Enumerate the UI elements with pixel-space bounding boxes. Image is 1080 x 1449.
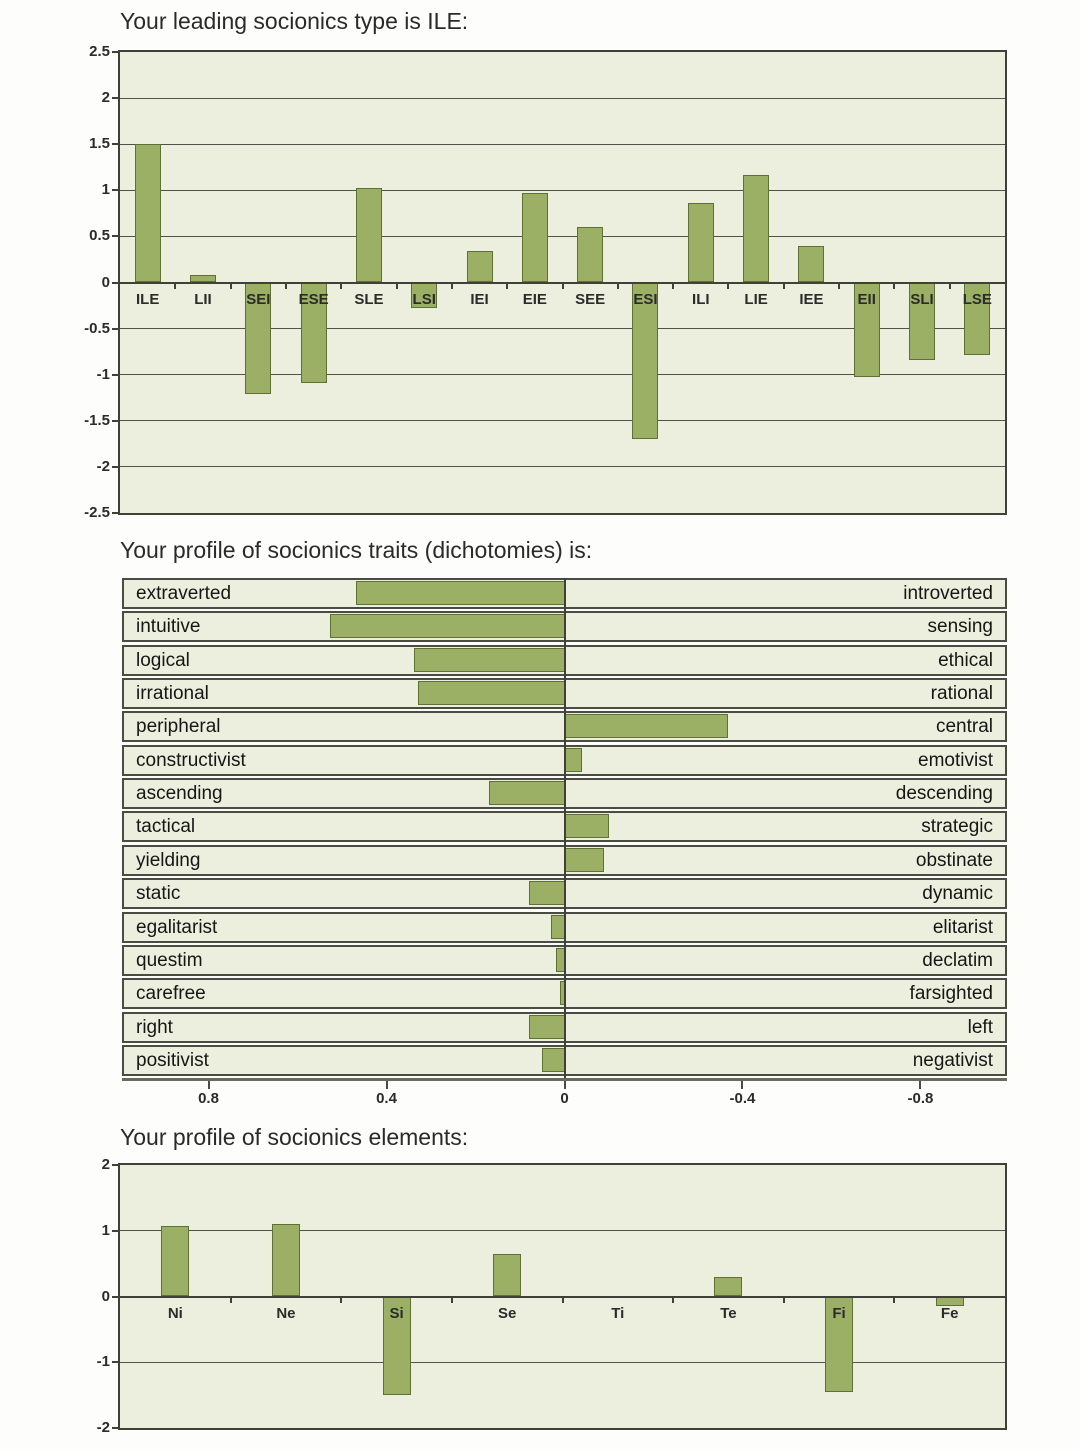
category-label-sli: SLI xyxy=(910,290,934,308)
category-label-fi: Fi xyxy=(832,1304,846,1322)
category-label-te: Te xyxy=(720,1304,737,1322)
grid-line xyxy=(120,466,1005,467)
y-axis-tick xyxy=(112,466,119,468)
category-tick xyxy=(893,283,895,289)
category-tick xyxy=(783,1297,785,1303)
grid-line xyxy=(120,420,1005,421)
grid-line xyxy=(120,236,1005,237)
trait-label-elitarist: elitarist xyxy=(932,917,993,938)
category-label-ese: ESE xyxy=(298,290,329,308)
category-tick xyxy=(617,283,619,289)
y-axis-tick xyxy=(112,1361,119,1363)
trait-bar-positivist xyxy=(542,1048,564,1072)
category-tick xyxy=(451,283,453,289)
elements-chart-title: Your profile of socionics elements: xyxy=(120,1124,469,1150)
bar-iei xyxy=(467,251,493,282)
trait-bar-right xyxy=(529,1015,564,1039)
y-axis-tick xyxy=(112,1427,119,1429)
grid-line xyxy=(120,98,1005,99)
y-axis-tick xyxy=(112,189,119,191)
category-label-iee: IEE xyxy=(799,290,824,308)
category-tick xyxy=(396,283,398,289)
x-axis-label: 0.8 xyxy=(198,1090,219,1107)
x-axis-tick xyxy=(564,1081,566,1089)
category-tick xyxy=(340,1297,342,1303)
dichotomies-chart-plot xyxy=(122,578,1007,1108)
dichotomies-chart-title: Your profile of socionics traits (dichotomies) is: xyxy=(120,537,593,563)
y-axis-label: 1 xyxy=(101,181,110,199)
y-axis-label: -1 xyxy=(96,365,110,383)
category-tick xyxy=(893,1297,895,1303)
category-label-fe: Fe xyxy=(940,1304,959,1322)
category-tick xyxy=(783,283,785,289)
trait-label-declatim: declatim xyxy=(922,950,993,971)
trait-label-negativist: negativist xyxy=(912,1050,993,1071)
y-axis-label: 2 xyxy=(101,89,110,107)
trait-bar-irrational xyxy=(418,681,564,705)
y-axis-tick xyxy=(112,328,119,330)
category-label-lsi: LSI xyxy=(412,290,436,308)
category-label-iei: IEI xyxy=(470,290,489,308)
category-label-lie: LIE xyxy=(744,290,768,308)
trait-label-positivist: positivist xyxy=(136,1050,209,1071)
type-chart-title: Your leading socionics type is ILE: xyxy=(120,8,469,34)
x-axis-tick xyxy=(386,1081,388,1089)
category-tick xyxy=(174,283,176,289)
trait-label-strategic: strategic xyxy=(921,816,993,837)
trait-bar-ascending xyxy=(489,781,564,805)
elements-chart-plot xyxy=(96,1156,1007,1436)
y-axis-tick xyxy=(112,1164,119,1166)
x-axis-label: 0 xyxy=(560,1090,569,1107)
trait-bar-static xyxy=(529,881,564,905)
y-axis-label: -1 xyxy=(96,1353,110,1371)
trait-label-questim: questim xyxy=(136,950,203,971)
y-axis-label: -2.5 xyxy=(84,504,110,521)
y-axis-label: 0 xyxy=(101,1287,110,1305)
center-axis-line xyxy=(564,578,566,1078)
category-tick xyxy=(672,1297,674,1303)
bar-see xyxy=(577,227,603,282)
category-label-sei: SEI xyxy=(246,290,271,308)
x-axis-tick xyxy=(919,1081,921,1089)
x-axis-label: -0.4 xyxy=(729,1090,756,1107)
y-axis-tick xyxy=(112,420,119,422)
trait-label-peripheral: peripheral xyxy=(136,716,221,737)
trait-label-constructivist: constructivist xyxy=(136,750,246,771)
category-tick xyxy=(451,1297,453,1303)
trait-label-carefree: carefree xyxy=(136,983,206,1004)
y-axis-tick xyxy=(112,374,119,376)
y-axis-label: 0.5 xyxy=(89,227,110,245)
trait-label-static: static xyxy=(136,883,181,904)
category-label-lii: LII xyxy=(194,290,212,308)
category-label-ni: Ni xyxy=(167,1304,183,1322)
trait-label-obstinate: obstinate xyxy=(915,850,993,871)
x-axis-label: -0.8 xyxy=(907,1090,934,1107)
trait-label-left: left xyxy=(967,1017,993,1038)
x-axis-label: 0.4 xyxy=(376,1090,397,1107)
category-label-se: Se xyxy=(498,1304,517,1322)
y-axis-label: 1 xyxy=(101,1221,110,1239)
category-label-ne: Ne xyxy=(276,1304,296,1322)
bar-ne xyxy=(272,1224,300,1296)
trait-label-rational: rational xyxy=(930,683,993,704)
trait-label-central: central xyxy=(935,716,993,737)
trait-label-ascending: ascending xyxy=(136,783,223,804)
trait-label-emotivist: emotivist xyxy=(918,750,993,771)
category-label-ti: Ti xyxy=(611,1304,625,1322)
category-tick xyxy=(340,283,342,289)
trait-label-irrational: irrational xyxy=(136,683,209,704)
trait-bar-yielding xyxy=(565,848,605,872)
category-tick xyxy=(838,283,840,289)
grid-line xyxy=(120,1230,1005,1231)
trait-label-ethical: ethical xyxy=(938,650,993,671)
trait-label-intuitive: intuitive xyxy=(136,616,201,637)
category-tick xyxy=(949,283,951,289)
category-tick xyxy=(230,283,232,289)
bar-ni xyxy=(161,1226,189,1296)
bar-te xyxy=(714,1277,742,1297)
grid-line xyxy=(120,190,1005,191)
category-tick xyxy=(562,1297,564,1303)
bar-eie xyxy=(522,193,548,282)
trait-bar-egalitarist xyxy=(551,915,564,939)
category-tick xyxy=(230,1297,232,1303)
bar-lie xyxy=(743,175,769,283)
trait-bar-intuitive xyxy=(330,614,565,638)
grid-line xyxy=(120,1362,1005,1363)
trait-label-egalitarist: egalitarist xyxy=(136,917,218,938)
y-axis-tick xyxy=(112,51,119,53)
bar-iee xyxy=(798,246,824,283)
category-tick xyxy=(285,283,287,289)
y-axis-tick xyxy=(112,1296,119,1298)
y-axis-tick xyxy=(112,1230,119,1232)
category-tick xyxy=(562,283,564,289)
x-axis-tick xyxy=(208,1081,210,1089)
bar-se xyxy=(493,1254,521,1297)
category-label-ile: ILE xyxy=(135,290,160,308)
bar-ili xyxy=(688,203,714,282)
y-axis-tick xyxy=(112,97,119,99)
trait-bar-logical xyxy=(414,648,565,672)
category-tick xyxy=(506,283,508,289)
trait-label-logical: logical xyxy=(136,650,190,671)
y-axis-label: -2 xyxy=(96,1419,110,1436)
trait-label-introverted: introverted xyxy=(903,583,993,604)
y-axis-tick xyxy=(112,143,119,145)
y-axis-label: -0.5 xyxy=(84,319,110,337)
bar-ile xyxy=(135,144,161,282)
trait-label-extraverted: extraverted xyxy=(136,583,232,604)
y-axis-label: 0 xyxy=(101,273,110,291)
trait-bar-tactical xyxy=(565,814,609,838)
category-tick xyxy=(727,283,729,289)
type-chart-plot xyxy=(84,43,1007,521)
y-axis-tick xyxy=(112,282,119,284)
y-axis-label: 2.5 xyxy=(89,43,110,60)
trait-label-descending: descending xyxy=(895,783,993,804)
y-axis-label: -1.5 xyxy=(84,411,110,429)
grid-line xyxy=(120,144,1005,145)
trait-bar-constructivist xyxy=(565,748,583,772)
y-axis-label: -2 xyxy=(96,457,110,475)
trait-bar-extraverted xyxy=(356,581,564,605)
trait-label-dynamic: dynamic xyxy=(922,883,993,904)
category-label-sle: SLE xyxy=(354,290,384,308)
category-label-see: SEE xyxy=(575,290,606,308)
category-label-esi: ESI xyxy=(633,290,658,308)
category-tick xyxy=(672,283,674,289)
bar-sle xyxy=(356,188,382,283)
trait-label-farsighted: farsighted xyxy=(909,983,993,1004)
trait-label-right: right xyxy=(136,1017,173,1038)
category-label-si: Si xyxy=(389,1304,404,1322)
category-label-lse: LSE xyxy=(962,290,992,308)
y-axis-label: 1.5 xyxy=(89,135,110,153)
category-label-eii: EII xyxy=(857,290,876,308)
x-axis-tick xyxy=(741,1081,743,1089)
trait-label-tactical: tactical xyxy=(136,816,196,837)
trait-label-sensing: sensing xyxy=(927,616,993,637)
y-axis-tick xyxy=(112,512,119,514)
y-axis-label: 2 xyxy=(101,1156,110,1173)
trait-bar-peripheral xyxy=(565,714,729,738)
y-axis-tick xyxy=(112,235,119,237)
category-label-ili: ILI xyxy=(692,290,710,308)
trait-label-yielding: yielding xyxy=(136,850,201,871)
category-label-eie: EIE xyxy=(522,290,547,308)
